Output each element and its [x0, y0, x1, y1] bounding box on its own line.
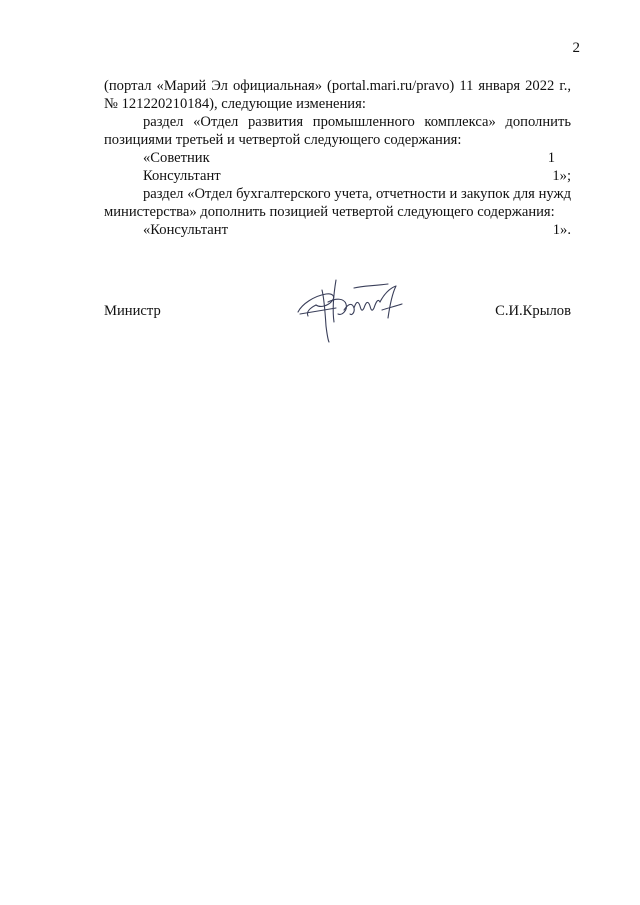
position-quantity: 1	[547, 150, 555, 166]
paragraph-industrial-section: раздел «Отдел развития промышленного комплекса» дополнить позициями третьей и четвертой следующего содержания:	[104, 114, 571, 148]
signatory-role: Министр	[104, 303, 161, 319]
paragraph-source-reference: (портал «Марий Эл официальная» (portal.mari.ru/pravo) 11 января 2022 г., № 121220210184), следующие изменения:	[104, 78, 571, 112]
position-row	[104, 167, 571, 185]
position-row	[104, 149, 571, 167]
position-title: Консультант	[143, 168, 221, 184]
position-title: «Советник	[143, 150, 210, 166]
signature-block	[104, 302, 571, 320]
position-quantity: 1».	[552, 222, 571, 238]
position-row	[104, 221, 571, 239]
paragraph-accounting-section: раздел «Отдел бухгалтерского учета, отчетности и закупок для нужд министерства» дополнить позицией четвертой следующего содержания:	[104, 186, 571, 220]
signatory-name: С.И.Крылов	[495, 303, 571, 319]
document-body	[104, 77, 571, 239]
page-number: 2	[572, 40, 580, 56]
position-quantity: 1»;	[552, 168, 571, 184]
position-title: «Консультант	[143, 222, 228, 238]
